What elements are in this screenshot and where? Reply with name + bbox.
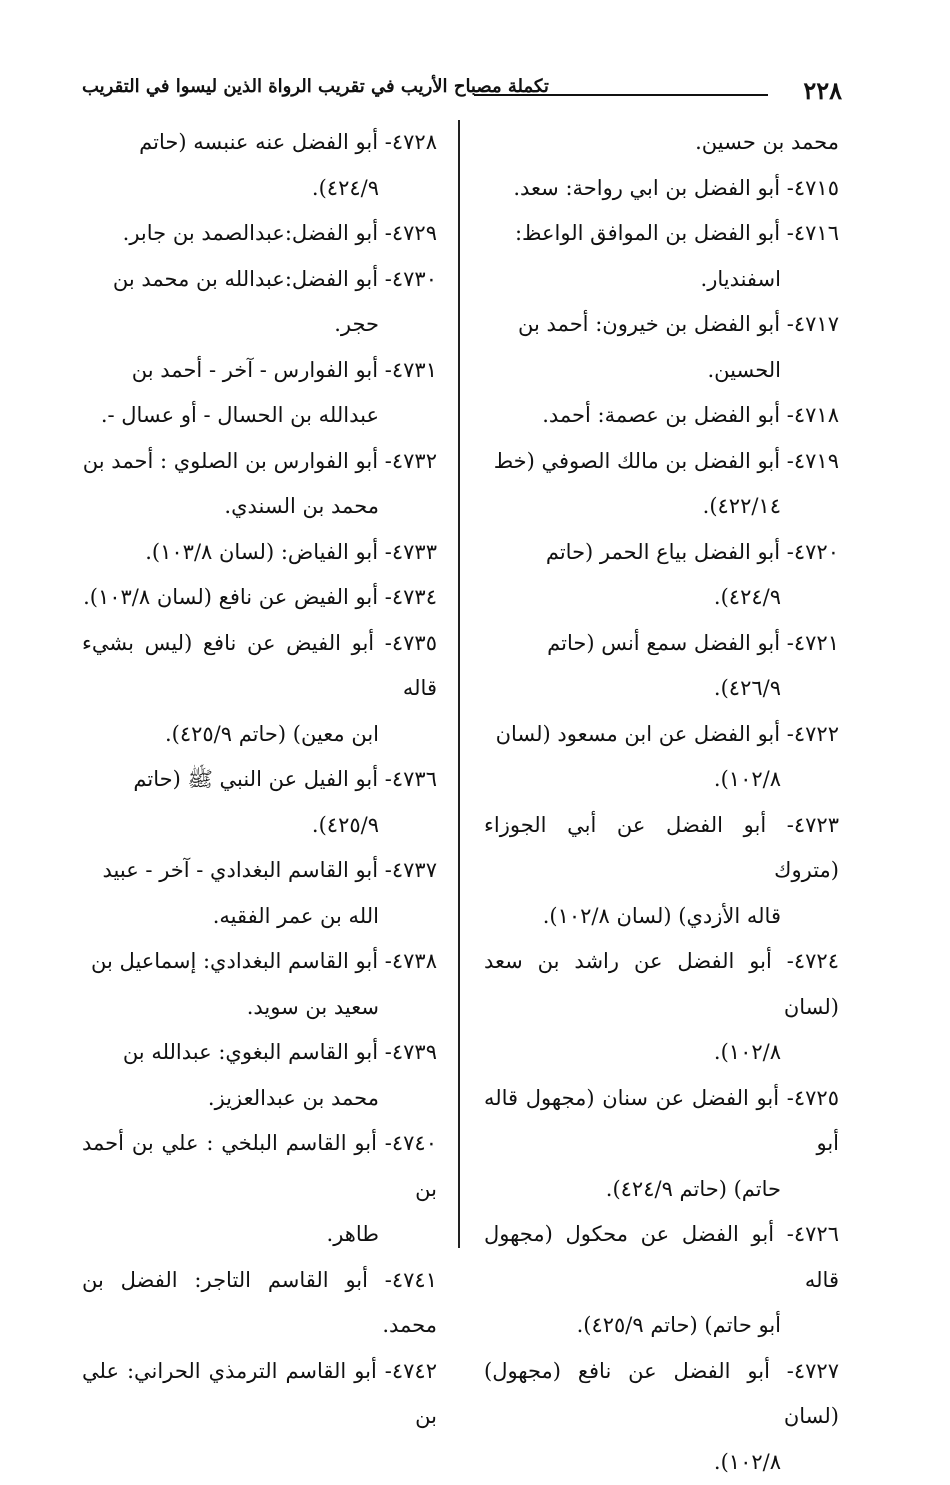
entry-continuation: أبو حاتم) (حاتم ٤٢٥/٩). xyxy=(484,1303,839,1349)
entry-dash: - xyxy=(779,1086,794,1110)
entry-dash: - xyxy=(378,949,392,973)
dictionary-entry xyxy=(82,757,437,848)
entry-text: أبو الفوارس - آخر - أحمد بن xyxy=(132,358,378,382)
entry-number: ٤٧٣٥ xyxy=(392,631,437,655)
entry-continuation: عبدالله بن الحسال - أو عسال -. xyxy=(82,393,437,439)
entry-number: ٤٧٢٤ xyxy=(794,949,839,973)
running-title: تكملة مصباح الأريب في تقريب الرواة الذين ليسوا في التقريب xyxy=(82,76,549,97)
entry-dash: - xyxy=(780,176,794,200)
dictionary-entry xyxy=(82,120,437,211)
left-entries xyxy=(82,120,437,1440)
entry-number: ٤٧١٦ xyxy=(794,221,839,245)
entry-number: ٤٧٢٨ xyxy=(392,130,437,154)
dictionary-entry xyxy=(484,211,839,302)
entry-dash: - xyxy=(378,358,392,382)
entry-number: ٤٧٣١ xyxy=(392,358,437,382)
entry-dash: - xyxy=(770,1359,794,1383)
dictionary-entry xyxy=(484,1076,839,1213)
dictionary-entry xyxy=(484,1212,839,1349)
dictionary-entry xyxy=(82,939,437,1030)
entry-number: ٤٧١٨ xyxy=(794,403,839,427)
entry-number: ٤٧٢٥ xyxy=(794,1086,839,1110)
entry-number: ٤٧٢٩ xyxy=(392,221,437,245)
entry-number: ٤٧٣٦ xyxy=(392,767,437,791)
dictionary-entry xyxy=(82,439,437,530)
entry-text: أبو الفضل عن سنان (مجهول قاله أبو xyxy=(484,1086,839,1156)
dictionary-entry xyxy=(484,393,839,439)
entry-text: أبو الفضل:عبدالله بن محمد بن xyxy=(113,267,378,291)
entry-dash: - xyxy=(780,722,794,746)
entry-number: ٤٧٤١ xyxy=(392,1268,437,1292)
entry-number: ٤٧٢٣ xyxy=(794,813,839,837)
entry-text: أبو الفوارس بن الصلوي : أحمد بن xyxy=(83,449,378,473)
entry-text: أبو القاسم الترمذي الحراني: علي بن xyxy=(82,1359,437,1429)
entry-continuation: محمد بن عبدالعزيز. xyxy=(82,1076,437,1122)
left-column xyxy=(82,120,437,1440)
entry-text: أبو القاسم البغدادي: إسماعيل بن xyxy=(91,949,378,973)
entry-dash: - xyxy=(378,585,392,609)
entry-continuation: طاهر. xyxy=(82,1212,437,1258)
dictionary-entry xyxy=(82,530,437,576)
entry-continuation: ٤٢٥/٩). xyxy=(82,803,437,849)
entry-text: أبو الفيض عن نافع (لسان ١٠٣/٨). xyxy=(83,585,378,609)
entry-text: أبو الفيل عن النبي ﷺ (حاتم xyxy=(133,767,378,791)
entry-number: ٤٧٣٠ xyxy=(392,267,437,291)
page-number: ٢٢٨ xyxy=(803,76,842,105)
entry-number: ٤٧٣٢ xyxy=(392,449,437,473)
entry-text: أبو الفضل عن محكول (مجهول قاله xyxy=(484,1222,839,1292)
entry-continuation: ابن معين) (حاتم ٤٢٥/٩). xyxy=(82,712,437,758)
entry-continuation: محمد بن السندي. xyxy=(82,484,437,530)
entry-number: ٤٧٣٩ xyxy=(392,1040,437,1064)
entry-number: ٤٧٤٠ xyxy=(392,1131,437,1155)
dictionary-entry xyxy=(82,1349,437,1440)
entry-continuation: ١٠٢/٨). xyxy=(484,757,839,803)
dictionary-entry xyxy=(82,1030,437,1121)
entry-dash: - xyxy=(774,1222,794,1246)
entry-dash: - xyxy=(780,449,794,473)
entry-dash: - xyxy=(368,1268,392,1292)
right-column xyxy=(484,120,839,1485)
dictionary-entry xyxy=(484,1349,839,1485)
entry-dash: - xyxy=(780,631,794,655)
entry-number: ٤٧٣٤ xyxy=(392,585,437,609)
dictionary-entry xyxy=(484,530,839,621)
entry-dash: - xyxy=(772,949,794,973)
dictionary-entry xyxy=(82,621,437,758)
entry-text: أبو الفضل سمع أنس (حاتم xyxy=(547,631,780,655)
entry-number: ٤٧٢١ xyxy=(794,631,839,655)
entry-continuation: الحسين. xyxy=(484,348,839,394)
dictionary-entry xyxy=(484,621,839,712)
dictionary-entry xyxy=(484,302,839,393)
entry-text: أبو الفيض عن نافع (ليس بشيء قاله xyxy=(82,631,437,701)
dictionary-entry xyxy=(484,803,839,940)
entry-continuation: ٤٢٤/٩). xyxy=(82,166,437,212)
entry-text: أبو الفضل بن خيرون: أحمد بن xyxy=(518,312,780,336)
entry-continuation: ٤٢٢/١٤). xyxy=(484,484,839,530)
continued-fragment: محمد بن حسين. xyxy=(484,120,839,166)
entry-number: ٤٧٢٧ xyxy=(794,1359,839,1383)
entry-dash: - xyxy=(378,449,392,473)
entry-number: ٤٧٣٨ xyxy=(392,949,437,973)
dictionary-entry xyxy=(82,211,437,257)
entry-continuation: سعيد بن سويد. xyxy=(82,985,437,1031)
dictionary-entry xyxy=(82,257,437,348)
entry-dash: - xyxy=(780,403,794,427)
entry-text: أبو القاسم البغوي: عبدالله بن xyxy=(123,1040,378,1064)
entry-dash: - xyxy=(377,1131,392,1155)
entry-continuation: ١٠٢/٨). xyxy=(484,1440,839,1485)
entry-text: أبو الفضل عنه عنبسه (حاتم xyxy=(139,130,378,154)
entry-dash: - xyxy=(377,1359,392,1383)
entry-text: أبو الفضل عن راشد بن سعد (لسان xyxy=(484,949,839,1019)
entry-number: ٤٧٣٧ xyxy=(392,858,437,882)
dictionary-entry xyxy=(82,848,437,939)
entry-text: أبو الفضل عن أبي الجوزاء (متروك xyxy=(484,813,839,883)
entry-dash: - xyxy=(378,767,392,791)
column-divider xyxy=(458,120,460,1248)
entry-number: ٤٧٤٢ xyxy=(392,1359,437,1383)
entry-continuation: اسفنديار. xyxy=(484,257,839,303)
entry-dash: - xyxy=(766,813,794,837)
page-header xyxy=(82,70,848,110)
entry-number: ٤٧٢٢ xyxy=(794,722,839,746)
entry-dash: - xyxy=(780,312,794,336)
entry-text: أبو الفياض: (لسان ١٠٣/٨). xyxy=(145,540,378,564)
entry-continuation: الله بن عمر الفقيه. xyxy=(82,894,437,940)
dictionary-entry xyxy=(484,939,839,1076)
entry-text: أبو الفضل بن مالك الصوفي (خط xyxy=(494,449,780,473)
entry-text: أبو الفضل بن الموافق الواعظ: xyxy=(515,221,780,245)
dictionary-entry xyxy=(82,1258,437,1349)
entry-number: ٤٧١٧ xyxy=(794,312,839,336)
entry-text: أبو الفضل بن ابي رواحة: سعد. xyxy=(513,176,780,200)
entry-number: ٤٧١٥ xyxy=(794,176,839,200)
entry-text: أبو الفضل بياع الحمر (حاتم xyxy=(546,540,780,564)
dictionary-entry xyxy=(484,166,839,212)
dictionary-entry xyxy=(484,439,839,530)
entry-number: ٤٧١٩ xyxy=(794,449,839,473)
entry-continuation: قاله الأزدي) (لسان ١٠٢/٨). xyxy=(484,894,839,940)
entry-dash: - xyxy=(378,1040,392,1064)
entry-dash: - xyxy=(378,267,392,291)
right-entries xyxy=(484,166,839,1485)
dictionary-entry xyxy=(82,348,437,439)
entry-dash: - xyxy=(378,858,392,882)
entry-text: أبو الفضل:عبدالصمد بن جابر. xyxy=(123,221,378,245)
entry-continuation: ١٠٢/٨). xyxy=(484,1030,839,1076)
entry-dash: - xyxy=(374,631,392,655)
dictionary-entry xyxy=(484,712,839,803)
dictionary-entry xyxy=(82,575,437,621)
entry-text: أبو القاسم البلخي : علي بن أحمد بن xyxy=(82,1131,437,1201)
dictionary-entry xyxy=(82,1121,437,1258)
entry-continuation: ٤٢٦/٩). xyxy=(484,666,839,712)
entry-number: ٤٧٣٣ xyxy=(392,540,437,564)
entry-dash: - xyxy=(378,221,392,245)
entry-number: ٤٧٢٦ xyxy=(794,1222,839,1246)
entry-number: ٤٧٢٠ xyxy=(794,540,839,564)
entry-dash: - xyxy=(780,221,794,245)
entry-text: أبو الفضل بن عصمة: أحمد. xyxy=(542,403,780,427)
entry-text: أبو الفضل عن ابن مسعود (لسان xyxy=(496,722,781,746)
entry-text: أبو الفضل عن نافع (مجهول) (لسان xyxy=(484,1359,839,1429)
entry-continuation: حجر. xyxy=(82,302,437,348)
entry-dash: - xyxy=(378,540,392,564)
entry-dash: - xyxy=(378,130,392,154)
entry-text: أبو القاسم التاجر: الفضل بن محمد. xyxy=(82,1268,437,1338)
entry-text: أبو القاسم البغدادي - آخر - عبيد xyxy=(103,858,379,882)
entry-continuation: حاتم) (حاتم ٤٢٤/٩). xyxy=(484,1167,839,1213)
entry-continuation: ٤٢٤/٩). xyxy=(484,575,839,621)
entry-dash: - xyxy=(780,540,794,564)
